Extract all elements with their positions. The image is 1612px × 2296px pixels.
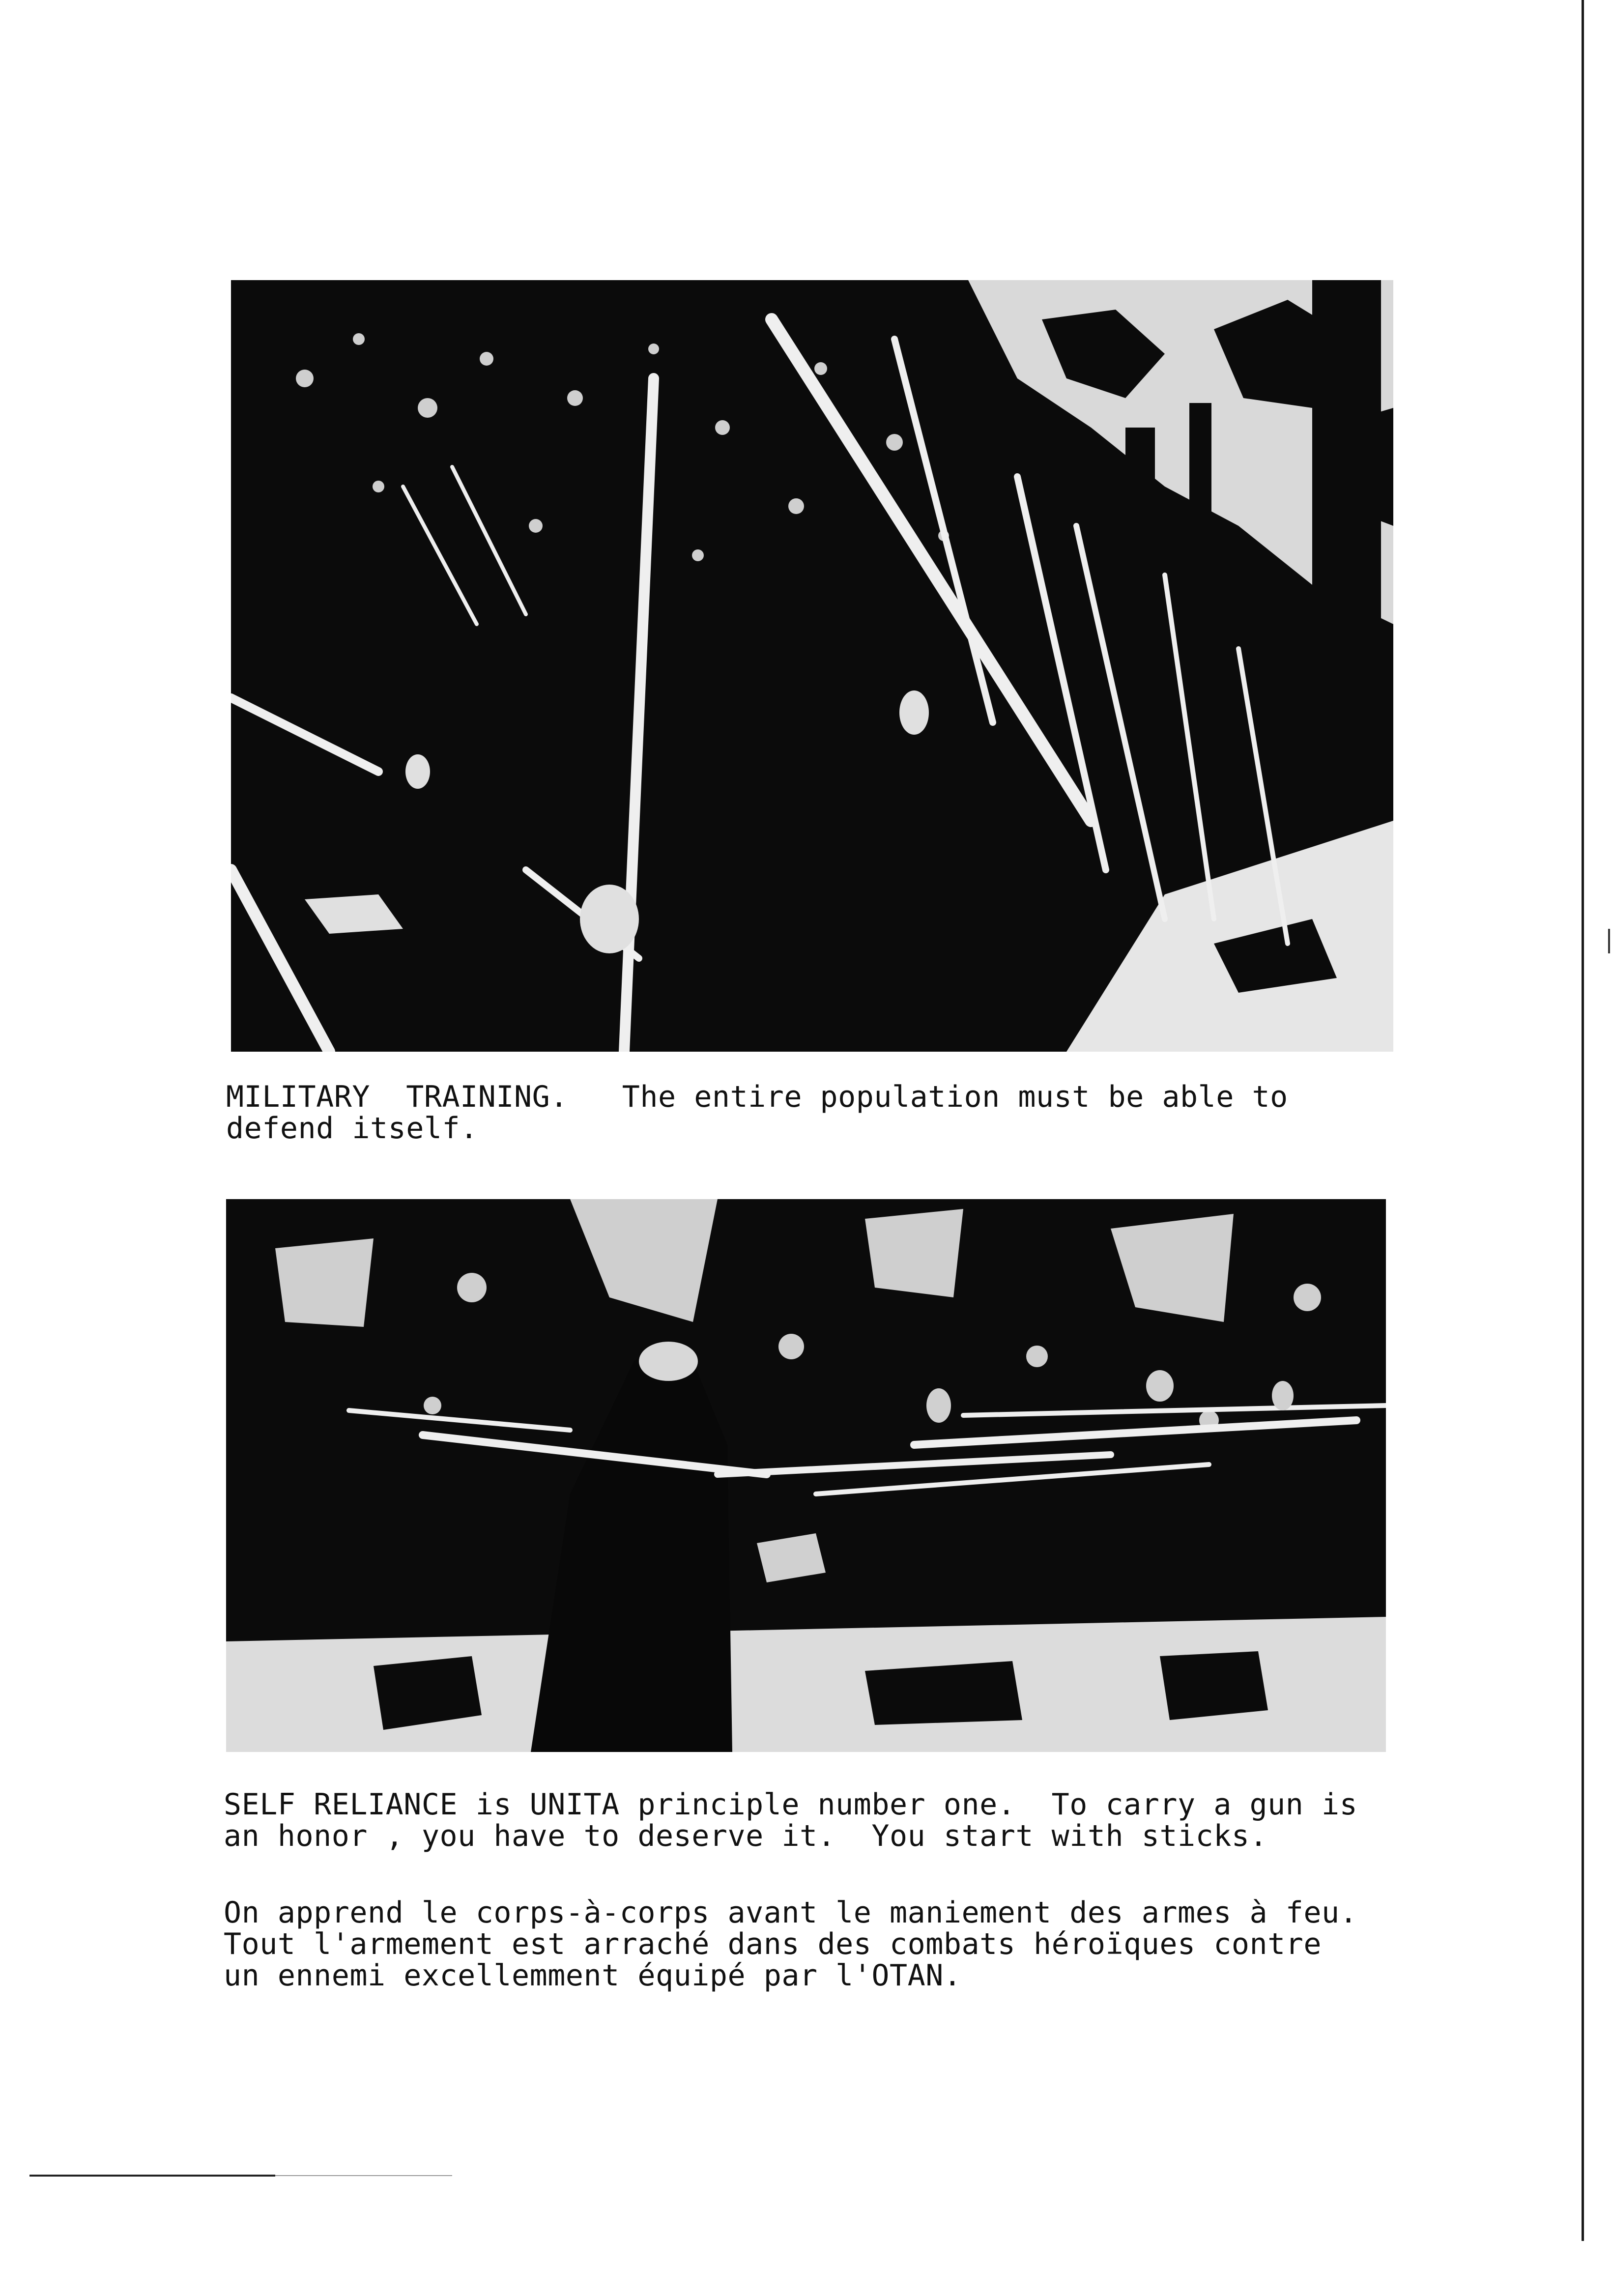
stick-drill-image xyxy=(226,1199,1386,1752)
caption-french-text: On apprend le corps-à-corps avant le maniement des armes à feu. Tout l'armement est arraché dans des combats héroïques contre un ennemi excellemment équipé par l'OTAN. xyxy=(224,1895,1358,1993)
caption-military-training: MILITARY TRAINING. The entire population must be able to defend itself. xyxy=(226,1080,1288,1146)
margin-mark xyxy=(1608,929,1610,953)
caption-self-reliance: SELF RELIANCE is UNITA principle number one. To carry a gun is an honor , you have to deserve it. You start with sticks. xyxy=(224,1787,1358,1853)
forest-drill-image xyxy=(231,280,1393,1052)
footer-rule xyxy=(29,2175,275,2177)
photo-military-training xyxy=(231,280,1393,1052)
page-edge-line xyxy=(1582,0,1584,2241)
footer-rule-faint xyxy=(275,2175,452,2176)
photo-self-reliance-drill xyxy=(226,1199,1386,1752)
